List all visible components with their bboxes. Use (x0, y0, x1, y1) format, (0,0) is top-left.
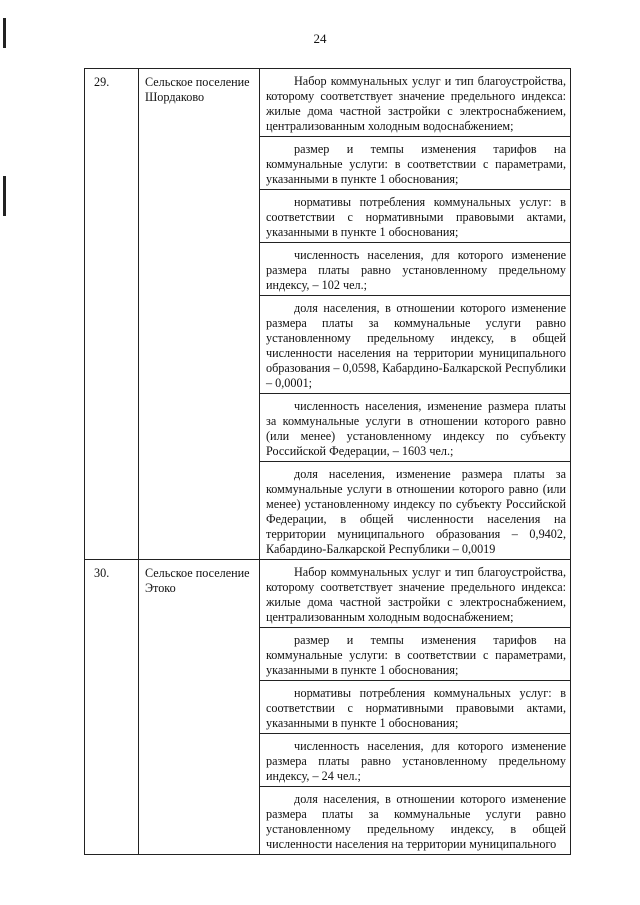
table-row (85, 69, 571, 560)
scan-edge-mark (3, 176, 6, 216)
page-number: 24 (313, 31, 327, 46)
row-number: 29. (85, 69, 139, 560)
description-paragraph: доля населения, в отношении которого изменение размера платы за коммунальные услуги равно установленному предельному индексу, в общей численности населения на территории муниципального (266, 792, 566, 851)
description-paragraph: размер и темпы изменения тарифов на коммунальные услуги: в соответствии с параметрами, указанными в пункте 1 обоснования; (260, 628, 570, 681)
settlement-name: Сельское поселение Этоко (139, 560, 260, 855)
tariff-table (84, 68, 571, 855)
description-paragraph: численность населения, для которого изменение размера платы равно установленному предельному индексу, – 24 чел.; (260, 734, 570, 787)
table-row (85, 560, 571, 855)
settlement-name: Сельское поселение Шордаково (139, 69, 260, 560)
description-cell (260, 69, 571, 560)
description-paragraph: доля населения, в отношении которого изменение размера платы за коммунальные услуги равно установленному предельному индексу, в общей численности населения на территории муниципального образования – 0,0598, Кабардино-Балкарской Республики – 0,0001; (260, 296, 570, 394)
description-paragraph: Набор коммунальных услуг и тип благоустройства, которому соответствует значение предельного индекса: жилые дома частной застройки с электроснабжением, централизованным холодным водоснабжением; (260, 560, 570, 628)
description-paragraph: доля населения, изменение размера платы за коммунальные услуги в отношении которого равно (или менее) установленному индексу по субъекту Российской Федерации, в общей численности населения на территории муниципального образования – 0,9402, Кабардино-Балкарской Республики – 0,0019 (266, 467, 566, 556)
description-paragraph: численность населения, изменение размера платы за коммунальные услуги в отношении которого равно (или менее) установленному индексу по субъекту Российской Федерации, – 1603 чел.; (260, 394, 570, 462)
description-paragraph: нормативы потребления коммунальных услуг: в соответствии с нормативными правовыми актами, указанными в пункте 1 обоснования; (260, 681, 570, 734)
description-paragraph: размер и темпы изменения тарифов на коммунальные услуги: в соответствии с параметрами, указанными в пункте 1 обоснования; (260, 137, 570, 190)
description-paragraph: нормативы потребления коммунальных услуг: в соответствии с нормативными правовыми актами, указанными в пункте 1 обоснования; (260, 190, 570, 243)
description-paragraph: Набор коммунальных услуг и тип благоустройства, которому соответствует значение предельного индекса: жилые дома частной застройки с электроснабжением, централизованным холодным водоснабжением; (260, 69, 570, 137)
description-cell (260, 560, 571, 855)
row-number: 30. (85, 560, 139, 855)
description-paragraph: численность населения, для которого изменение размера платы равно установленному предельному индексу, – 102 чел.; (260, 243, 570, 296)
